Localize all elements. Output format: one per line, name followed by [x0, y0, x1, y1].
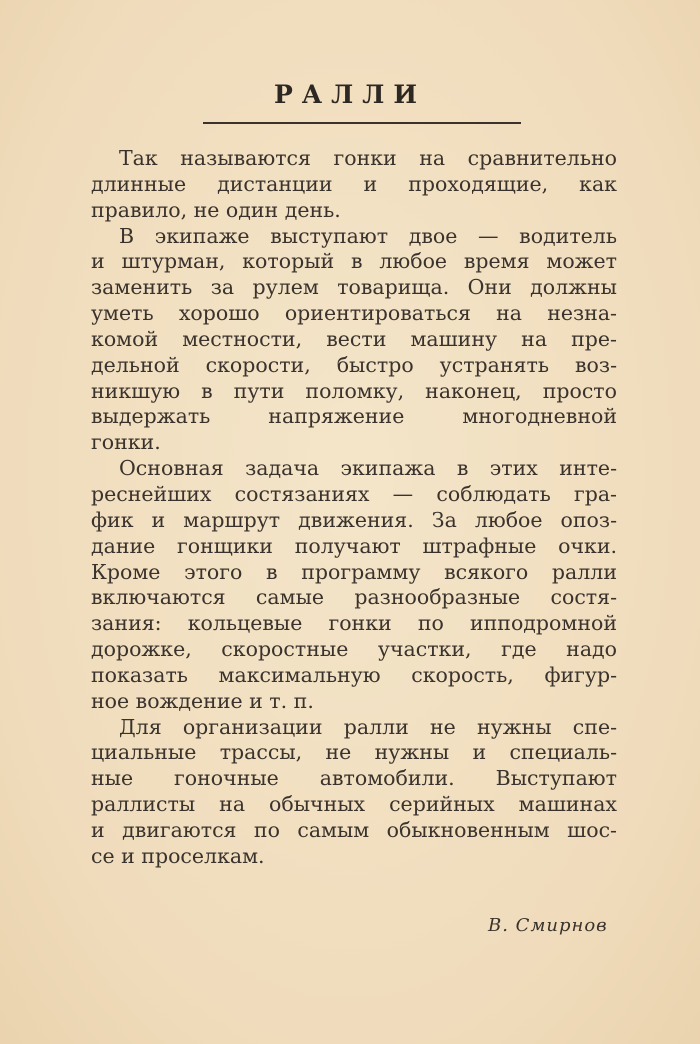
text-line: зания: кольцевые гонки по ипподромной: [91, 611, 617, 636]
title-divider: [203, 122, 521, 124]
text-line: реснейших состязаниях — соблюдать гра-: [91, 481, 617, 506]
text-line: Так называются гонки на сравнительно: [119, 146, 617, 170]
text-line: комой местности, вести машину на пре-: [91, 326, 617, 351]
text-line: уметь хорошо ориентироваться на незна-: [91, 301, 617, 326]
text-line: правило, не один день.: [91, 197, 341, 222]
text-line: Основная задача экипажа в этих инте-: [119, 456, 617, 481]
text-line: ные гоночные автомобили. Выступают: [91, 766, 617, 791]
text-line: дание гонщики получают штрафные очки.: [91, 533, 617, 558]
author-signature: В. Смирнов: [488, 915, 608, 936]
text-line: фик и маршрут движения. За любое опоз-: [91, 507, 617, 532]
text-line: дорожке, скоростные участки, где надо: [91, 637, 617, 662]
text-line: выдержать напряжение многодневной: [91, 404, 617, 429]
text-line: В экипаже выступают двое — водитель: [119, 223, 617, 248]
text-line: показать максимальную скорость, фигур-: [91, 662, 617, 687]
text-line: ное вождение и т. п.: [91, 688, 314, 713]
text-line: дельной скорости, быстро устранять воз-: [91, 352, 617, 377]
text-line: Кроме этого в программу всякого ралли: [91, 559, 617, 584]
text-line: и двигаются по самым обыкновенным шос-: [91, 817, 617, 842]
text-line: и штурман, который в любое время может: [91, 249, 617, 274]
article-body: [91, 146, 617, 870]
text-line: циальные трассы, не нужны и специаль-: [91, 740, 617, 765]
text-line: Для организации ралли не нужны спе-: [119, 714, 617, 739]
text-line: никшую в пути поломку, наконец, просто: [91, 378, 617, 403]
text-line: раллисты на обычных серийных машинах: [91, 792, 617, 817]
text-line: гонки.: [91, 430, 161, 455]
text-line: заменить за рулем товарища. Они должны: [91, 275, 617, 300]
text-line: длинные дистанции и проходящие, как: [91, 171, 617, 196]
text-line: включаются самые разнообразные состя-: [91, 585, 617, 610]
article-title: РАЛЛИ: [274, 80, 426, 109]
text-line: се и проселкам.: [91, 843, 265, 868]
